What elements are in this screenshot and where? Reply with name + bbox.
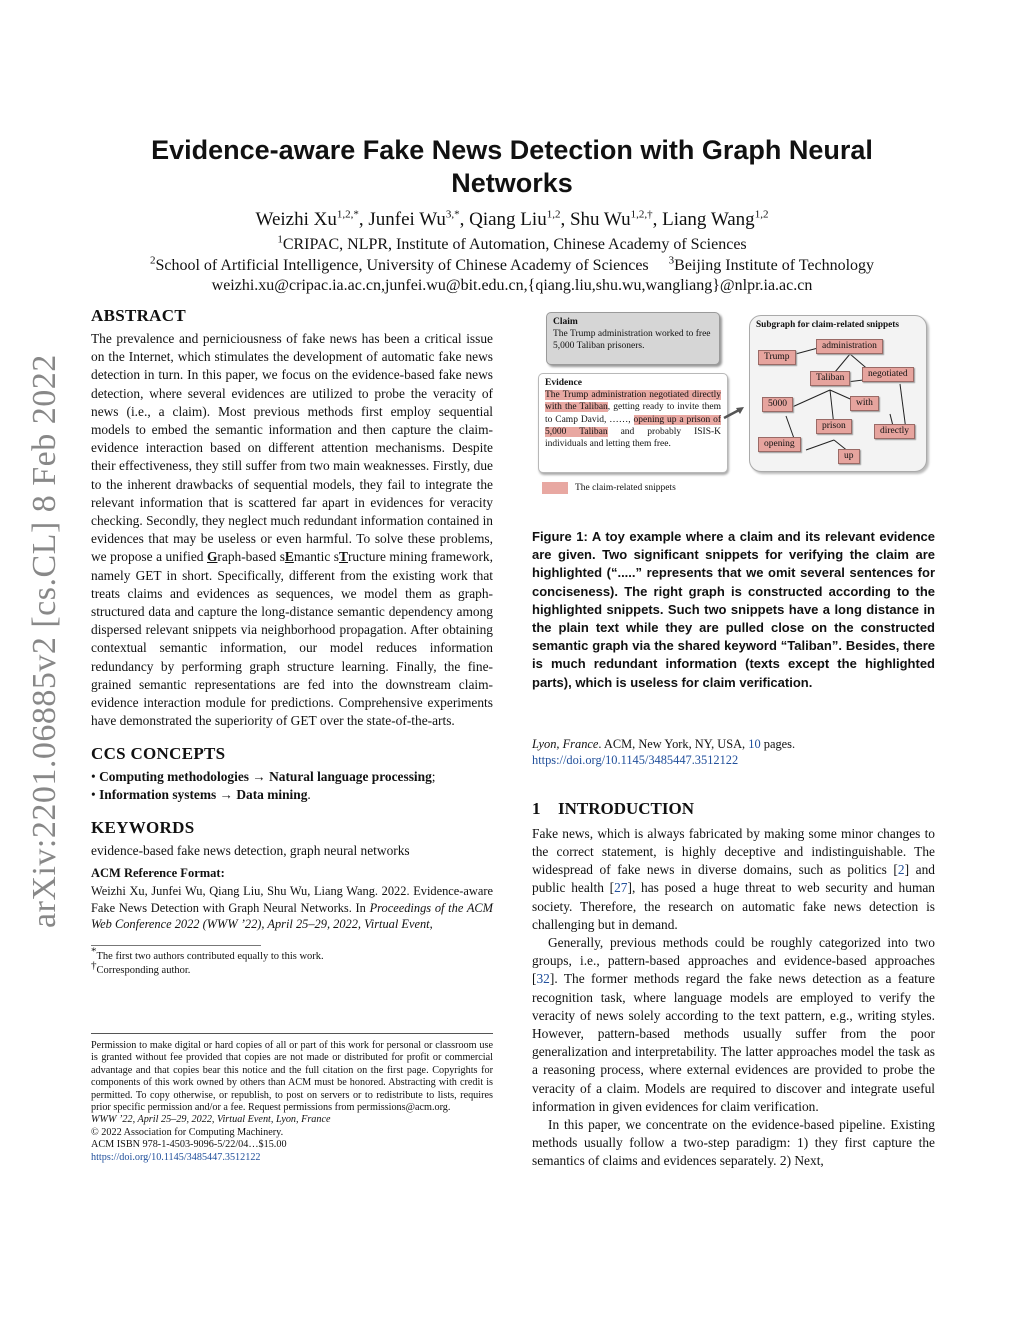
author-name: Junfei Wu	[368, 209, 446, 230]
citation-link[interactable]: 27	[614, 880, 628, 896]
graph-node: opening	[758, 437, 801, 452]
footnote: *The first two authors contributed equally to this work.	[91, 945, 324, 962]
graph-node: Trump	[758, 350, 796, 365]
affil-text: Beijing Institute of Technology	[674, 257, 875, 274]
footnote: †Corresponding author.	[91, 959, 191, 976]
isbn-line: ACM ISBN 978-1-4503-9096-5/22/04…$15.00	[91, 1139, 287, 1151]
affiliation-2-3	[60, 255, 964, 277]
keywords-heading: KEYWORDS	[91, 818, 195, 838]
ccs-item: • Computing methodologies → Natural language processing;	[91, 769, 436, 785]
graph-node: with	[850, 396, 879, 411]
abstract-text: The prevalence and perniciousness of fake news has been a critical issue on the Internet, which stimulates the development of automatic fake news detection in turn. In this paper, we focus on the evidence-based fake news detection, where several evidences are utilized to probe the veracity of news (i.e., a claim). Most previous methods first employ sequential models to embed the semantic information and then capture the claim-evidence interaction based on different attention mechanisms. Despite their effectiveness, they still suffer from two main weaknesses. Firstly, due to the inherent drawbacks of sequential models, they fail to integrate the relevant information that is scattered far apart in evidences for veracity checking. Secondly, they neglect much redundant information contained in evidences that may be useless or even harmful. To solve these problems, we propose a unified Graph-based sEmantic sTructure mining framework, namely GET in short. Specifically, different from the existing work that treats claims and evidences as sequences, we model them as graph-structured data and capture the long-distance semantic dependency among dispersed relevant snippets via neighborhood propagation. After obtaining contextual semantic information, our model reduces information redundancy by performing graph structure learning. Finally, the fine-grained semantic representations are fed into the downstream claim-evidence interaction module for predictions. Comprehensive experiments have demonstrated the superiority of GET over the state-of-the-arts.	[91, 331, 493, 729]
introduction-heading: 1 INTRODUCTION	[532, 798, 695, 818]
copyright-line: © 2022 Association for Computing Machinery.	[91, 1126, 284, 1138]
acm-ref-continued: Lyon, France. ACM, New York, NY, USA, 10 pages. https://doi.org/10.1145/3485447.3512122	[532, 736, 796, 768]
graph-node: negotiated	[862, 367, 914, 382]
affil-marker: 3	[668, 254, 675, 267]
intro-paragraph: Fake news, which is always fabricated by making some minor changes to the correct statement, is highly deceptive and indistinguishable. The widespread of fake news in diverse domains, such as politics [2] and public health [27], has posed a huge threat to web security and human society. Therefore, the research on automatic fake news detection is challenging but in demand.	[532, 825, 935, 932]
author-affil-marker: 3,*	[445, 208, 460, 221]
right-column	[532, 310, 935, 1171]
affil-marker: 1	[277, 233, 283, 246]
graph-title: Subgraph for claim-related snippets	[756, 320, 899, 330]
author-name: Qiang Liu	[469, 209, 547, 230]
claim-text: The Trump administration worked to free 5,000 Taliban prisoners.	[553, 329, 711, 351]
semantic-subgraph	[749, 315, 927, 472]
author-emails: weizhi.xu@cripac.ia.ac.cn,junfei.wu@bit.edu.cn,{qiang.liu,shu.wu,wangliang}@nlpr.ia.ac.cn	[211, 277, 813, 294]
ccs-item: • Information systems → Data mining.	[91, 787, 311, 803]
author-name: Weizhi Xu	[255, 209, 337, 230]
permission-block	[91, 1033, 493, 1164]
figure-caption: Figure 1: A toy example where a claim and its relevant evidence are given. Two significant snippets for verifying the claim are highlighted (“.....” represents that we omit several sentences for conciseness). The right graph is constructed according to the highlighted snippets. Such two snippets have a long distance in the plain text while they are pulled close on the constructed semantic graph via the shared keyword “Taliban”. Besides, there is much redundant information (texts except the highlighted parts), which is useless for claim verification.	[532, 529, 935, 690]
intro-paragraph: Generally, previous methods could be roughly categorized into two groups, i.e., pattern-based approaches and evidence-based approaches [32]. The former methods regard the fake news detection as a feature recognition task, where language models are employed to verify the veracity of news solely according to the text pattern, e.g., writing styles. However, pattern-based methods usually suffer from the poor generalization and interpretability. The latter approaches model the task as a reasoning process, where external evidences are provided to probe the veracity of a claim. Models are required to discover and integrate useful information in given evidences for claim verification.	[532, 935, 935, 1114]
paper-title: Evidence-aware Fake News Detection with Graph Neural Networks	[151, 135, 873, 198]
left-column	[91, 306, 493, 978]
affil-text: CRIPAC, NLPR, Institute of Automation, Chinese Academy of Sciences	[282, 236, 747, 253]
footnote-divider	[91, 945, 261, 946]
ccs-heading: CCS CONCEPTS	[91, 744, 226, 764]
doi-link[interactable]: https://doi.org/10.1145/3485447.3512122	[91, 1151, 261, 1163]
arxiv-identifier: arXiv:2201.06885v2 [cs.CL] 8 Feb 2022	[26, 354, 63, 928]
legend-swatch	[542, 482, 568, 494]
claim-box	[546, 312, 720, 365]
graph-node: Taliban	[810, 371, 850, 386]
affil-marker: 2	[149, 254, 156, 267]
graph-node: 5000	[762, 397, 793, 412]
legend-text: The claim-related snippets	[575, 483, 676, 493]
author-name: Liang Wang	[662, 209, 755, 230]
graph-node: up	[838, 449, 860, 464]
claim-label: Claim	[553, 317, 578, 327]
citation-link[interactable]: 32	[536, 971, 550, 987]
abstract-heading: ABSTRACT	[91, 306, 186, 325]
author-list: Weizhi $Xu^{1,2,*}$, Junfei $Wu^{3,*}$, Qiang Liu$^{1,2}$, Shu $Wu^{1,2,\dagger}$, Liang Wang$^{1,2}$	[255, 208, 769, 230]
intro-paragraph: In this paper, we concentrate on the evidence-based pipeline. Existing methods usually follow a two-step paradigm: 1) they first capture the semantics of claims and evidences separately. 2) Next,	[532, 1117, 935, 1169]
conference-line: WWW ’22, April 25–29, 2022, Virtual Event, Lyon, France	[91, 1114, 331, 1126]
pages-link[interactable]: 10	[748, 736, 761, 751]
permission-text: Permission to make digital or hard copies of all or part of this work for personal or classroom use is granted without fee provided that copies are not made or distributed for profit or commercial advantage and that copies bear this notice and the full citation on the first page. Copyrights for components of this work owned by others than ACM must be honored. Abstracting with credit is permitted. To copy otherwise, or republish, to post on servers or to redistribute to lists, requires prior specific permission and/or a fee. Request permissions from permissions@acm.org.	[91, 1040, 493, 1114]
right-arrow-icon	[722, 403, 746, 423]
author-affil-marker: 1,2,†	[630, 208, 653, 221]
keywords-text: evidence-based fake news detection, graph neural networks	[91, 843, 410, 859]
author-affil-marker: 1,2	[754, 208, 769, 221]
affiliation-1	[60, 234, 964, 256]
evidence-text: The Trump administration negotiated directly with the Taliban, getting ready to invite them to Camp David, ……, opening up a prison of 5,000 Taliban and probably ISIS-K individuals and letting them free.	[545, 390, 722, 450]
citation-link[interactable]: 2	[897, 862, 905, 878]
evidence-box	[538, 373, 728, 473]
author-name: Shu Wu	[569, 209, 631, 230]
acm-ref-heading: ACM Reference Format:	[91, 866, 225, 881]
affil-text: School of Artificial Intelligence, University of Chinese Academy of Sciences	[155, 257, 649, 274]
acm-ref-text: Weizhi Xu, Junfei Wu, Qiang Liu, Shu Wu, Liang Wang. 2022. Evidence-aware Fake News Detection with Graph Neural Networks. In Proceedings of the ACM Web Conference 2022 (WWW ’22), April 25–29, 2022, Virtual Event,	[91, 884, 493, 932]
author-affil-marker: 1,2	[546, 208, 561, 221]
graph-node: directly	[874, 424, 915, 439]
evidence-label: Evidence	[545, 378, 582, 388]
graph-node: administration	[816, 339, 883, 354]
doi-link[interactable]: https://doi.org/10.1145/3485447.3512122	[532, 753, 739, 768]
graph-node: prison	[816, 419, 852, 434]
figure-1	[532, 310, 935, 510]
author-affil-marker: 1,2,*	[336, 208, 359, 221]
figure-legend	[542, 482, 676, 494]
